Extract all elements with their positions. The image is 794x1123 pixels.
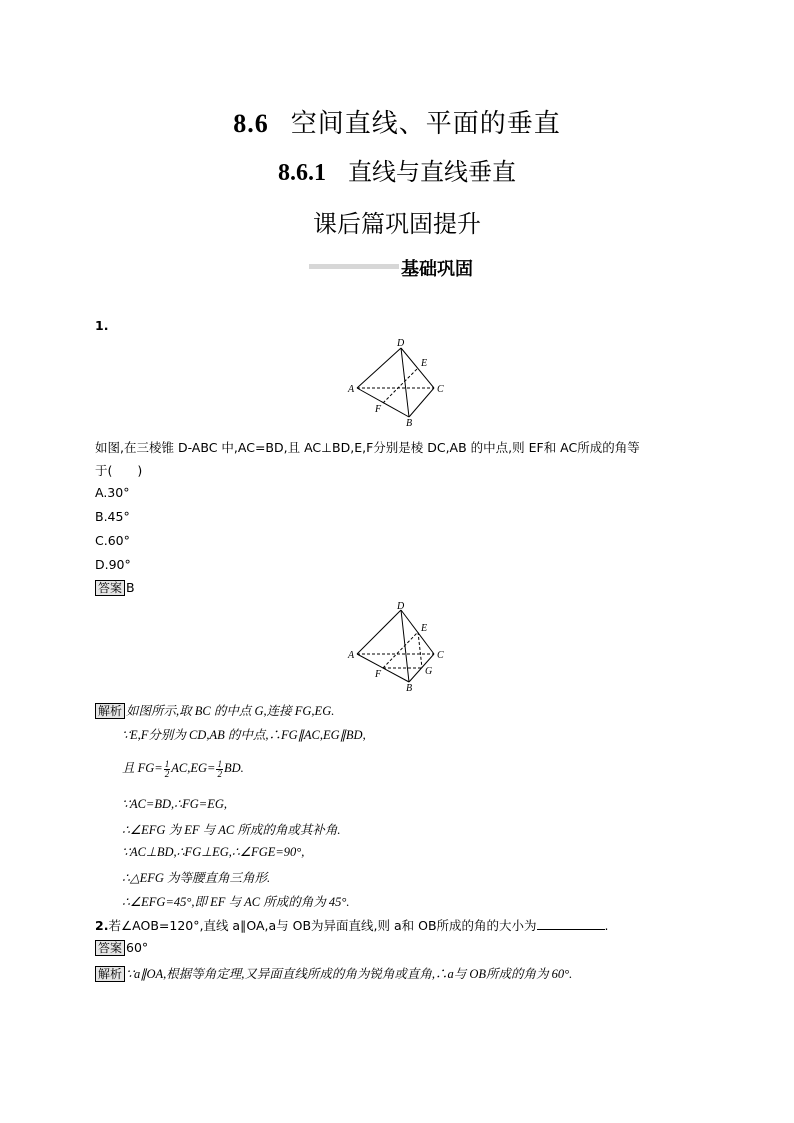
- fraction-num: 1: [164, 758, 170, 769]
- q1-analysis-text-1: 如图所示,取 BC 的中点 G,连接 FG,EG.: [126, 704, 335, 718]
- fraction-half-2: [216, 760, 223, 779]
- analysis-tag: 解析: [95, 703, 125, 719]
- chapter-title: [0, 103, 794, 140]
- section-decor-bar: [309, 264, 399, 269]
- fig2-label-g: G: [425, 666, 433, 677]
- q2-number: 2.: [95, 918, 109, 933]
- q2-stem: [95, 916, 609, 934]
- answer-tag: 答案: [95, 940, 125, 956]
- analysis-tag: 解析: [95, 966, 125, 982]
- frac-line-pre: 且 FG=: [122, 761, 163, 775]
- q1-analysis-line2: ∵E,F分别为 CD,AB 的中点,∴FG∥AC,EG∥BD,: [122, 728, 366, 742]
- fig1-label-e: E: [421, 358, 428, 369]
- fig1-label-c: C: [437, 384, 444, 395]
- q1-solution-figure: [345, 600, 455, 696]
- frac-line-post: BD.: [223, 761, 244, 775]
- q1-number: 1.: [95, 318, 109, 333]
- q1-stem-line2: 于( ): [95, 463, 143, 478]
- q1-analysis-line1: [95, 701, 334, 719]
- fig1-label-f: F: [375, 404, 382, 415]
- q1-analysis-line4: ∴∠EFG 为 EF 与 AC 所成的角或其补角.: [122, 823, 341, 837]
- q1-figure: [345, 335, 455, 427]
- subsection-title-text: 直线与直线垂直: [348, 158, 516, 186]
- exercise-title: 课后篇巩固提升: [313, 210, 481, 238]
- subsection-title: [0, 152, 794, 187]
- q2-stem-end: .: [604, 918, 609, 933]
- fig2-label-a: A: [348, 650, 355, 661]
- q1-analysis-line6: ∴△EFG 为等腰直角三角形.: [122, 871, 271, 885]
- q1-analysis-line3: ∵AC=BD,∴FG=EG,: [122, 797, 227, 811]
- q2-answer: [95, 940, 148, 956]
- q1-stem-line1: 如图,在三棱锥 D-ABC 中,AC=BD,且 AC⊥BD,E,F分别是棱 DC,AB 的中点,则 EF和 AC所成的角等: [95, 440, 640, 455]
- q2-stem-text: 若∠AOB=120°,直线 a∥OA,a与 OB为异面直线,则 a和 OB所成的角的大小为: [108, 918, 537, 933]
- fig2-label-c: C: [437, 650, 444, 661]
- chapter-title-text: 空间直线、平面的垂直: [290, 109, 561, 139]
- q1-analysis-frac-line: [122, 758, 244, 779]
- fraction-half-1: [164, 760, 171, 779]
- subsection-number: 8.6.1: [278, 160, 326, 186]
- q2-answer-value: 60°: [126, 940, 149, 955]
- fraction-den: 2: [217, 768, 222, 779]
- q1-answer-value: B: [126, 580, 135, 595]
- frac-line-mid: AC,EG=: [171, 761, 216, 775]
- q2-answer-blank: [537, 919, 605, 930]
- q1-analysis-line7: ∴∠EFG=45°,即 EF 与 AC 所成的角为 45°.: [122, 895, 350, 909]
- q1-answer: [95, 580, 135, 596]
- section-title: 基础巩固: [401, 259, 473, 280]
- fraction-den: 2: [164, 768, 170, 779]
- q2-analysis-text: ∵a∥OA,根据等角定理,又异面直线所成的角为锐角或直角,∴a与 OB所成的角为 60°.: [126, 967, 573, 981]
- q2-analysis: [95, 964, 572, 982]
- q1-analysis-line5: ∵AC⊥BD,∴FG⊥EG,∴∠FGE=90°,: [122, 845, 305, 859]
- fig2-label-b: B: [406, 683, 413, 694]
- answer-tag: 答案: [95, 580, 125, 596]
- chapter-number: 8.6: [233, 109, 269, 138]
- fig2-label-f: F: [375, 669, 382, 680]
- fig1-label-d: D: [397, 338, 405, 349]
- fig2-label-e: E: [421, 623, 428, 634]
- fig1-label-b: B: [406, 418, 413, 427]
- q1-option-c: C.60°: [95, 533, 130, 548]
- q1-option-b: B.45°: [95, 509, 130, 524]
- q1-option-a: A.30°: [95, 485, 130, 500]
- fraction-num: 1: [217, 758, 222, 769]
- fig2-label-d: D: [397, 601, 405, 612]
- q1-option-d: D.90°: [95, 557, 131, 572]
- fig1-label-a: A: [348, 384, 355, 395]
